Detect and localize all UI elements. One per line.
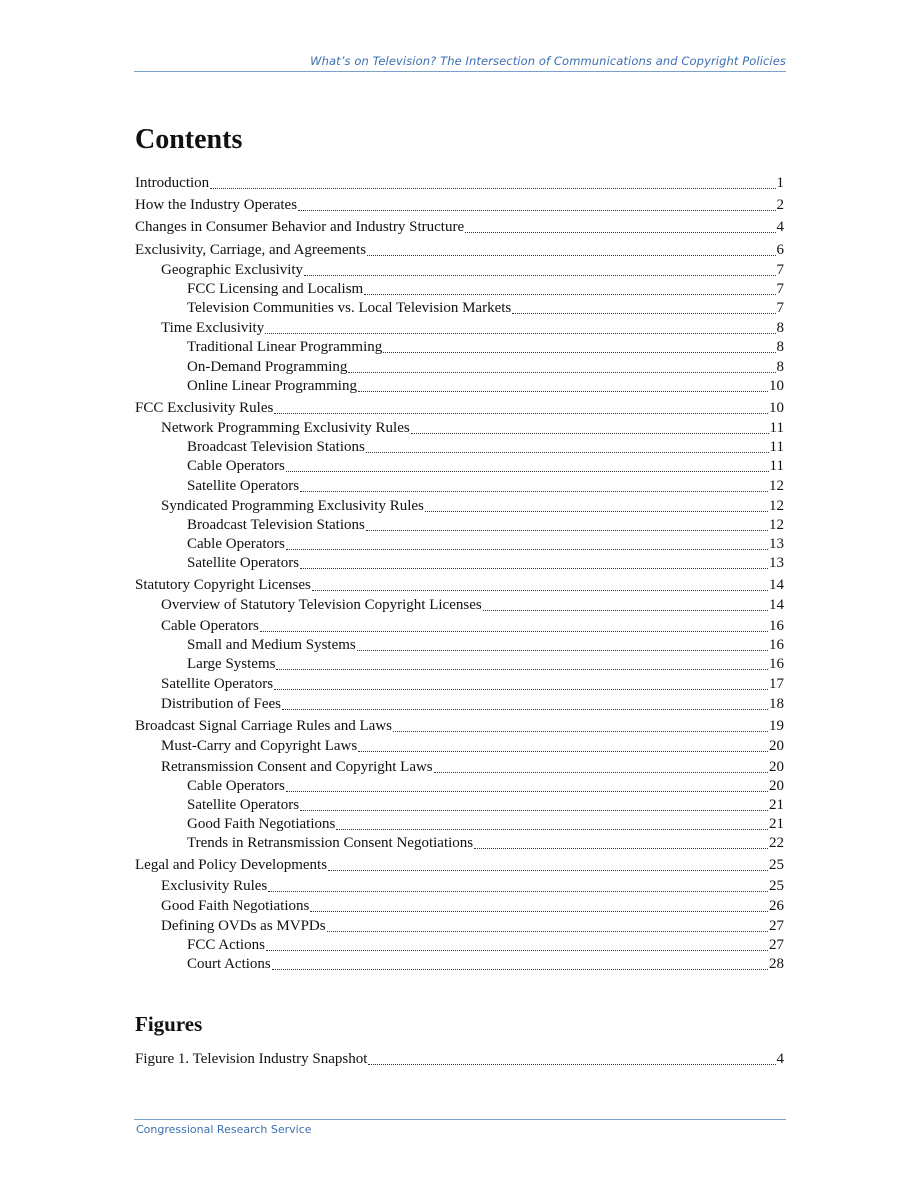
toc-dot-leader bbox=[327, 931, 768, 932]
toc-entry-title: FCC Licensing and Localism bbox=[187, 280, 364, 297]
toc-dot-leader bbox=[358, 391, 768, 392]
toc-entry-title: Retransmission Consent and Copyright Laws bbox=[161, 758, 433, 775]
toc-entry-title: Cable Operators bbox=[187, 458, 285, 475]
toc-entry[interactable] bbox=[135, 595, 784, 614]
toc-entry[interactable] bbox=[135, 654, 784, 673]
toc-entry[interactable] bbox=[135, 954, 784, 973]
toc-entry-page: 21 bbox=[769, 796, 784, 813]
toc-entry[interactable] bbox=[135, 916, 784, 935]
toc-entry-page: 18 bbox=[769, 696, 784, 713]
toc-entry-page: 8 bbox=[776, 339, 784, 356]
toc-entry[interactable] bbox=[135, 736, 784, 755]
toc-entry-page: 12 bbox=[769, 497, 784, 514]
toc-entry-title: Good Faith Negotiations bbox=[161, 897, 310, 914]
toc-dot-leader bbox=[465, 232, 775, 233]
toc-entry-page: 20 bbox=[769, 777, 784, 794]
toc-entry[interactable] bbox=[135, 896, 784, 915]
toc-dot-leader bbox=[274, 689, 768, 690]
toc-entry[interactable] bbox=[135, 795, 784, 814]
toc-dot-leader bbox=[298, 210, 775, 211]
toc-entry-page: 12 bbox=[769, 516, 784, 533]
toc-dot-leader bbox=[274, 413, 768, 414]
toc-entry-title: Trends in Retransmission Consent Negotiations bbox=[187, 835, 474, 852]
toc-entry-page: 1 bbox=[776, 175, 784, 191]
toc-entry-title: Must-Carry and Copyright Laws bbox=[161, 738, 358, 755]
toc-dot-leader bbox=[300, 568, 768, 569]
toc-entry-title: Traditional Linear Programming bbox=[187, 339, 383, 356]
toc-entry-title: Network Programming Exclusivity Rules bbox=[161, 419, 410, 436]
toc-entry-title: Cable Operators bbox=[187, 536, 285, 552]
toc-entry-title: Broadcast Television Stations bbox=[187, 439, 365, 456]
toc-entry[interactable] bbox=[135, 553, 784, 572]
toc-entry[interactable] bbox=[135, 318, 784, 337]
toc-entry[interactable] bbox=[135, 298, 784, 317]
toc-entry-page: 10 bbox=[769, 377, 784, 394]
toc-entry-page: 7 bbox=[776, 261, 784, 278]
toc-entry[interactable] bbox=[135, 833, 784, 852]
toc-entry-page: 7 bbox=[776, 280, 784, 297]
toc-entry-title: Satellite Operators bbox=[187, 796, 300, 813]
toc-entry-page: 16 bbox=[769, 617, 784, 634]
toc-dot-leader bbox=[260, 631, 768, 632]
toc-dot-leader bbox=[272, 969, 768, 970]
contents-heading: Contents bbox=[135, 124, 243, 155]
toc-entry[interactable] bbox=[135, 935, 784, 954]
toc-entry[interactable] bbox=[135, 694, 784, 713]
toc-entry-title: Distribution of Fees bbox=[161, 696, 281, 713]
toc-entry-page: 25 bbox=[769, 877, 784, 894]
toc-dot-leader bbox=[411, 433, 769, 434]
toc-entry-title: Online Linear Programming bbox=[187, 377, 357, 394]
toc-entry-page: 4 bbox=[776, 1051, 784, 1067]
toc-dot-leader bbox=[282, 709, 768, 710]
running-header: What’s on Television? The Intersection of Communications and Copyright Policies bbox=[134, 54, 786, 72]
toc-entry[interactable] bbox=[135, 876, 784, 895]
toc-dot-leader bbox=[286, 791, 768, 792]
toc-dot-leader bbox=[310, 911, 768, 912]
toc-dot-leader bbox=[300, 810, 768, 811]
toc-dot-leader bbox=[357, 650, 768, 651]
toc-entry-page: 21 bbox=[769, 816, 784, 833]
toc-entry-page: 10 bbox=[769, 399, 784, 416]
toc-entry[interactable] bbox=[135, 398, 784, 417]
toc-entry-title: Introduction bbox=[135, 175, 210, 191]
toc-dot-leader bbox=[286, 471, 769, 472]
toc-entry-page: 25 bbox=[769, 857, 784, 874]
footer-divider bbox=[134, 1119, 786, 1120]
toc-entry-title: Syndicated Programming Exclusivity Rules bbox=[161, 497, 424, 514]
toc-entry-page: 8 bbox=[776, 358, 784, 375]
toc-dot-leader bbox=[358, 751, 768, 752]
toc-dot-leader bbox=[368, 1064, 775, 1065]
toc-dot-leader bbox=[383, 352, 775, 353]
toc-entry[interactable] bbox=[135, 240, 784, 259]
toc-entry-title: Cable Operators bbox=[187, 777, 285, 794]
toc-entry-title: Statutory Copyright Licenses bbox=[135, 577, 311, 594]
toc-entry-title: On-Demand Programming bbox=[187, 358, 348, 375]
toc-entry-page: 19 bbox=[769, 718, 784, 735]
toc-entry-page: 14 bbox=[769, 597, 784, 614]
toc-entry-page: 12 bbox=[769, 477, 784, 494]
toc-entry-title: Geographic Exclusivity bbox=[161, 261, 304, 278]
toc-entry-page: 16 bbox=[769, 655, 784, 672]
toc-entry-title: Legal and Policy Developments bbox=[135, 857, 328, 874]
toc-entry-page: 26 bbox=[769, 897, 784, 914]
toc-entry[interactable] bbox=[135, 674, 784, 693]
toc-dot-leader bbox=[268, 891, 768, 892]
toc-dot-leader bbox=[312, 590, 768, 591]
toc-dot-leader bbox=[434, 772, 768, 773]
toc-entry-title: Figure 1. Television Industry Snapshot bbox=[135, 1051, 368, 1067]
toc-entry-page: 7 bbox=[776, 300, 784, 317]
toc-entry-title: Good Faith Negotiations bbox=[187, 816, 336, 833]
toc-dot-leader bbox=[304, 275, 775, 276]
toc-dot-leader bbox=[364, 294, 775, 295]
toc-entry-page: 28 bbox=[769, 956, 784, 973]
toc-dot-leader bbox=[393, 731, 768, 732]
toc-entry-title: FCC Actions bbox=[187, 936, 265, 953]
table-of-contents bbox=[135, 173, 784, 973]
toc-entry-title: How the Industry Operates bbox=[135, 197, 298, 214]
list-of-figures bbox=[135, 1049, 784, 1068]
toc-entry[interactable] bbox=[135, 376, 784, 395]
toc-dot-leader bbox=[300, 491, 768, 492]
toc-entry[interactable] bbox=[135, 616, 784, 635]
toc-dot-leader bbox=[276, 669, 768, 670]
toc-dot-leader bbox=[367, 255, 775, 256]
toc-entry[interactable] bbox=[135, 437, 784, 456]
toc-entry-title: Satellite Operators bbox=[187, 477, 300, 494]
toc-entry[interactable] bbox=[135, 195, 784, 214]
toc-entry-page: 11 bbox=[769, 458, 784, 475]
toc-entry-title: Broadcast Television Stations bbox=[187, 516, 365, 533]
toc-entry-page: 27 bbox=[769, 936, 784, 953]
toc-dot-leader bbox=[266, 950, 768, 951]
toc-entry-page: 22 bbox=[769, 835, 784, 852]
toc-entry[interactable] bbox=[135, 279, 784, 298]
toc-entry-page: 6 bbox=[776, 241, 784, 258]
figure-entry[interactable] bbox=[135, 1049, 784, 1068]
toc-entry-page: 16 bbox=[769, 636, 784, 653]
toc-entry-title: Time Exclusivity bbox=[161, 320, 265, 337]
toc-dot-leader bbox=[348, 372, 775, 373]
toc-entry[interactable] bbox=[135, 418, 784, 437]
toc-dot-leader bbox=[483, 610, 768, 611]
toc-dot-leader bbox=[366, 452, 769, 453]
toc-entry-title: Defining OVDs as MVPDs bbox=[161, 917, 326, 934]
toc-entry[interactable] bbox=[135, 776, 784, 795]
toc-entry[interactable] bbox=[135, 357, 784, 376]
toc-entry[interactable] bbox=[135, 814, 784, 833]
toc-entry-page: 4 bbox=[776, 219, 784, 236]
toc-entry[interactable] bbox=[135, 496, 784, 515]
toc-dot-leader bbox=[512, 313, 775, 314]
toc-entry[interactable] bbox=[135, 716, 784, 735]
toc-dot-leader bbox=[336, 829, 768, 830]
toc-entry-title: Exclusivity, Carriage, and Agreements bbox=[135, 241, 367, 258]
toc-dot-leader bbox=[425, 511, 768, 512]
toc-dot-leader bbox=[366, 530, 768, 531]
toc-entry-page: 20 bbox=[769, 738, 784, 755]
toc-entry[interactable] bbox=[135, 635, 784, 654]
toc-entry[interactable] bbox=[135, 456, 784, 475]
toc-entry-title: Exclusivity Rules bbox=[161, 877, 268, 894]
toc-entry[interactable] bbox=[135, 534, 784, 553]
figures-heading: Figures bbox=[135, 1012, 203, 1036]
toc-entry[interactable] bbox=[135, 855, 784, 874]
toc-entry-page: 8 bbox=[776, 320, 784, 337]
toc-entry-page: 14 bbox=[769, 577, 784, 594]
toc-entry[interactable] bbox=[135, 515, 784, 534]
toc-dot-leader bbox=[210, 188, 775, 189]
toc-entry[interactable] bbox=[135, 260, 784, 279]
footer-org: Congressional Research Service bbox=[136, 1123, 312, 1136]
toc-entry-page: 2 bbox=[776, 197, 784, 214]
toc-entry-page: 13 bbox=[769, 536, 784, 552]
toc-entry[interactable] bbox=[135, 575, 784, 594]
toc-entry-page: 11 bbox=[769, 439, 784, 456]
toc-entry[interactable] bbox=[135, 337, 784, 356]
toc-entry-page: 20 bbox=[769, 758, 784, 775]
toc-entry[interactable] bbox=[135, 173, 784, 192]
toc-entry-title: Overview of Statutory Television Copyright Licenses bbox=[161, 597, 482, 614]
toc-entry-title: Television Communities vs. Local Television Markets bbox=[187, 300, 512, 317]
toc-entry-title: Broadcast Signal Carriage Rules and Laws bbox=[135, 718, 393, 735]
toc-dot-leader bbox=[265, 333, 775, 334]
toc-entry-title: Satellite Operators bbox=[161, 676, 274, 693]
toc-entry-title: Large Systems bbox=[187, 655, 276, 672]
toc-entry-page: 27 bbox=[769, 917, 784, 934]
toc-entry[interactable] bbox=[135, 757, 784, 776]
toc-entry-title: FCC Exclusivity Rules bbox=[135, 399, 274, 416]
toc-dot-leader bbox=[286, 549, 768, 550]
toc-entry[interactable] bbox=[135, 217, 784, 236]
toc-entry-title: Satellite Operators bbox=[187, 555, 300, 572]
toc-entry-page: 13 bbox=[769, 555, 784, 572]
toc-entry-title: Changes in Consumer Behavior and Industry Structure bbox=[135, 219, 465, 236]
toc-entry-page: 17 bbox=[769, 676, 784, 693]
toc-entry[interactable] bbox=[135, 476, 784, 495]
toc-entry-title: Court Actions bbox=[187, 956, 271, 973]
toc-dot-leader bbox=[328, 870, 768, 871]
toc-dot-leader bbox=[474, 848, 768, 849]
toc-entry-title: Small and Medium Systems bbox=[187, 636, 356, 653]
toc-entry-title: Cable Operators bbox=[161, 617, 259, 634]
toc-entry-page: 11 bbox=[769, 419, 784, 436]
